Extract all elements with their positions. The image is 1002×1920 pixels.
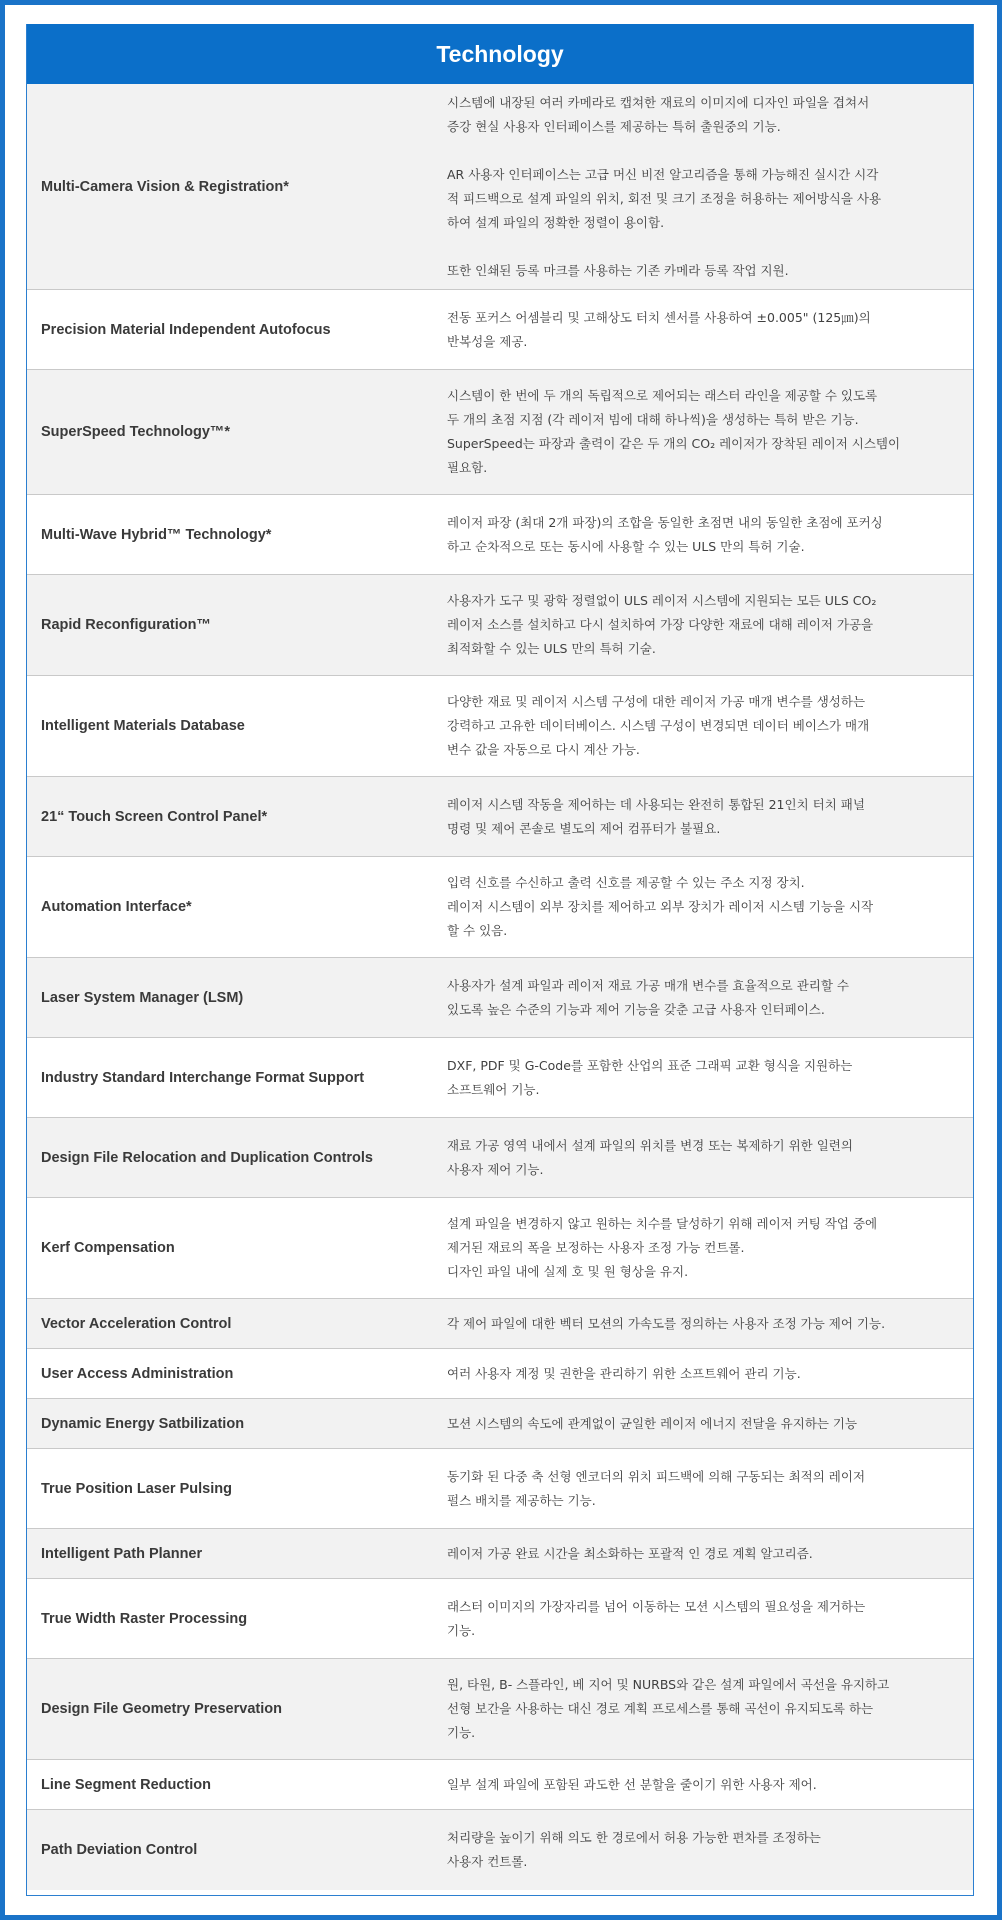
description-paragraph: 설계 파일을 변경하지 않고 원하는 치수를 달성하기 위해 레이저 커팅 작업 중에 제거된 재료의 폭을 보정하는 사용자 조정 가능 컨트롤. 디자인 파일 내에 실제 호 및 원 형상을 유지.: [447, 1216, 878, 1279]
feature-name: 21“ Touch Screen Control Panel*: [41, 808, 268, 825]
description-paragraph: AR 사용자 인터페이스는 고급 머신 비전 알고리즘을 통해 가능해진 실시간 시각 적 피드백으로 설계 파일의 위치, 회전 및 크기 조정을 허용하는 제어방식을 사용 하여 설계 파일의 정확한 정렬이 용이함.: [447, 166, 882, 230]
feature-name: Dynamic Energy Satbilization: [41, 1415, 245, 1432]
description-paragraph: 재료 가공 영역 내에서 설계 파일의 위치를 변경 또는 복제하기 위한 일련의 사용자 제어 기능.: [447, 1137, 853, 1177]
feature-name: True Position Laser Pulsing: [41, 1480, 232, 1497]
feature-name: Industry Standard Interchange Format Support: [41, 1069, 365, 1086]
feature-description: [447, 690, 973, 762]
table-row: [27, 575, 973, 676]
table-row: [27, 1399, 973, 1449]
feature-name: SuperSpeed Technology™*: [41, 424, 231, 440]
feature-description: [447, 511, 973, 559]
table-row: [27, 495, 973, 575]
feature-name: Multi-Camera Vision & Registration*: [41, 178, 289, 195]
feature-description: [447, 871, 973, 943]
table-row: [27, 1529, 973, 1579]
feature-name: Intelligent Materials Database: [41, 718, 245, 734]
description-paragraph: 여러 사용자 계정 및 권한을 관리하기 위한 소프트웨어 관리 기능.: [447, 1365, 801, 1381]
description-paragraph: 다양한 재료 및 레이저 시스템 구성에 대한 레이저 가공 매개 변수를 생성하는 강력하고 고유한 데이터베이스. 시스템 구성이 변경되면 데이터 베이스가 매개 변수 값을 자동으로 다시 계산 가능.: [447, 694, 870, 757]
feature-description: [447, 1054, 973, 1102]
feature-name: Precision Material Independent Autofocus: [41, 321, 331, 338]
feature-name: Rapid Reconfiguration™: [41, 617, 211, 633]
feature-description: [447, 91, 973, 283]
table-row: [27, 1579, 973, 1659]
feature-description: [447, 1595, 973, 1643]
feature-name: Kerf Compensation: [41, 1240, 175, 1256]
table-row: [27, 290, 973, 370]
feature-name: Path Deviation Control: [41, 1842, 198, 1858]
description-paragraph: 동기화 된 다중 축 선형 엔코더의 위치 피드백에 의해 구동되는 최적의 레이저 펄스 배치를 제공하는 기능.: [447, 1468, 866, 1508]
description-paragraph: 전동 포커스 어셈블리 및 고해상도 터치 센서를 사용하여 ±0.005" (125㎛)의 반복성을 제공.: [447, 309, 871, 349]
description-paragraph: 모션 시스템의 속도에 관계없이 균일한 레이저 에너지 전달을 유지하는 기능: [447, 1415, 858, 1431]
description-paragraph: 일부 설계 파일에 포함된 과도한 선 분할을 줄이기 위한 사용자 제어.: [447, 1776, 817, 1792]
feature-description: [447, 974, 973, 1022]
description-paragraph: DXF, PDF 및 G-Code를 포함한 산업의 표준 그래픽 교환 형식을 지원하는 소프트웨어 기능.: [447, 1057, 853, 1097]
feature-description: [447, 306, 973, 354]
table-row: [27, 370, 973, 495]
feature-name: Automation Interface*: [41, 899, 192, 915]
table-row: [27, 676, 973, 777]
table-row: [27, 958, 973, 1038]
table-row: [27, 1198, 973, 1299]
feature-name: Vector Acceleration Control: [41, 1315, 232, 1332]
table-body: [27, 84, 973, 1890]
feature-description: [447, 1212, 973, 1284]
feature-name: Design File Geometry Preservation: [41, 1701, 282, 1717]
feature-description: [447, 1542, 973, 1566]
feature-name: Intelligent Path Planner: [41, 1545, 203, 1562]
description-paragraph: 래스터 이미지의 가장자리를 넘어 이동하는 모션 시스템의 필요성을 제거하는 기능.: [447, 1598, 866, 1638]
feature-name: True Width Raster Processing: [41, 1610, 248, 1627]
table-row: [27, 1449, 973, 1529]
table-row: [27, 1349, 973, 1399]
technology-table: [26, 24, 974, 1896]
description-paragraph: 사용자가 설계 파일과 레이저 재료 가공 매개 변수를 효율적으로 관리할 수 있도록 높은 수준의 기능과 제어 기능을 갖춘 고급 사용자 인터페이스.: [447, 977, 849, 1017]
description-paragraph: 또한 인쇄된 등록 마크를 사용하는 기존 카메라 등록 작업 지원.: [447, 262, 789, 278]
feature-description: [447, 1362, 973, 1386]
description-paragraph: 시스템에 내장된 여러 카메라로 캡쳐한 재료의 이미지에 디자인 파일을 겹쳐서 증강 현실 사용자 인터페이스를 제공하는 특허 출원중의 기능.: [447, 94, 870, 134]
table-row: [27, 1299, 973, 1349]
feature-name: User Access Administration: [41, 1365, 234, 1382]
description-paragraph: 레이저 시스템 작동을 제어하는 데 사용되는 완전히 통합된 21인치 터치 패널 명령 및 제어 콘솔로 별도의 제어 컴퓨터가 불필요.: [447, 796, 865, 836]
description-paragraph: 입력 신호를 수신하고 출력 신호를 제공할 수 있는 주소 지정 장치. 레이저 시스템이 외부 장치를 제어하고 외부 장치가 레이저 시스템 기능을 시작 할 수 있음.: [447, 875, 874, 938]
feature-name: Laser System Manager (LSM): [41, 989, 244, 1006]
feature-description: [447, 384, 973, 480]
description-paragraph: 레이저 파장 (최대 2개 파장)의 조합을 동일한 초점면 내의 동일한 초점에 포커싱 하고 순차적으로 또는 동시에 사용할 수 있는 ULS 만의 특허 기술.: [447, 514, 883, 554]
feature-description: [447, 1412, 973, 1436]
feature-description: [447, 793, 973, 841]
description-paragraph: 원, 타원, B- 스플라인, 베 지어 및 NURBS와 같은 설계 파일에서 곡선을 유지하고 선형 보간을 사용하는 대신 경로 계획 프로세스를 통해 곡선이 유지되도록 하는 기능.: [447, 1677, 890, 1740]
table-title: Technology: [27, 24, 973, 84]
feature-description: [447, 1134, 973, 1182]
feature-description: [447, 1673, 973, 1745]
table-row: [27, 1810, 973, 1890]
table-row: [27, 777, 973, 857]
feature-description: [447, 1773, 973, 1797]
table-row: [27, 1038, 973, 1118]
description-paragraph: 각 제어 파일에 대한 벡터 모션의 가속도를 정의하는 사용자 조정 가능 제어 기능.: [447, 1315, 886, 1331]
feature-name: Line Segment Reduction: [41, 1776, 211, 1793]
table-row: [27, 857, 973, 958]
feature-name: Multi-Wave Hybrid™ Technology*: [41, 526, 272, 543]
description-paragraph: 시스템이 한 번에 두 개의 독립적으로 제어되는 래스터 라인을 제공할 수 있도록 두 개의 초점 지점 (각 레이저 빔에 대해 하나씩)을 생성하는 특허 받은 기능. SuperSpeed는 파장과 출력이 같은 두 개의 CO₂ 레이저가 장착된 레이저 시스템이 필요함.: [447, 388, 901, 475]
feature-description: [447, 589, 973, 661]
feature-name: Design File Relocation and Duplication Controls: [41, 1149, 373, 1166]
feature-description: [447, 1465, 973, 1513]
table-row: [27, 1760, 973, 1810]
description-paragraph: 레이저 가공 완료 시간을 최소화하는 포괄적 인 경로 계획 알고리즘.: [447, 1545, 813, 1561]
description-paragraph: 사용자가 도구 및 광학 정렬없이 ULS 레이저 시스템에 지원되는 모든 ULS CO₂ 레이저 소스를 설치하고 다시 설치하여 가장 다양한 재료에 대해 레이저 가공을 최적화할 수 있는 ULS 만의 특허 기술.: [447, 593, 877, 656]
description-paragraph: 처리량을 높이기 위해 의도 한 경로에서 허용 가능한 편차를 조정하는 사용자 컨트롤.: [447, 1830, 821, 1869]
table-row: [27, 1118, 973, 1198]
table-row: [27, 1659, 973, 1760]
feature-description: [447, 1312, 973, 1336]
feature-description: [447, 1826, 973, 1874]
table-row: [27, 84, 973, 290]
